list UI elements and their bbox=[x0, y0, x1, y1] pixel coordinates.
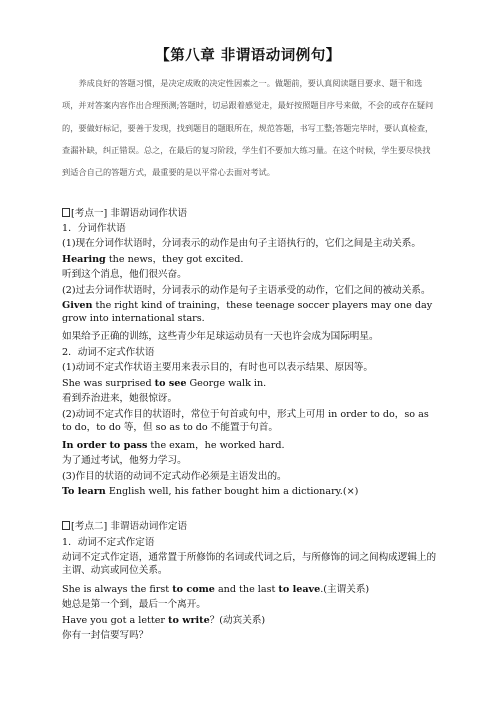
paragraph: (2)过去分词作状语时，分词表示的动作是句子主语承受的动作，它们之间的被动关系。 bbox=[62, 285, 431, 296]
example-translation: 你有一封信要写吗？ bbox=[62, 630, 149, 641]
chapter-title: 【第八章 非谓语动词例句】 bbox=[155, 48, 341, 64]
paragraph: (3)作目的状语的动词不定式动作必须是主语发出的。 bbox=[62, 471, 287, 482]
intro-paragraph: 养成良好的答题习惯，是决定成败的决定性因素之一。做题前，要认真阅读题目要求、题干和选项，并对答案内容作出合理预测;答题时，切忌跟着感觉走，最好按照题目序号来做，不会的或存在疑问的，要做好标记，要善于发现，找到题目的题眼所在，规范答题，书写工整;答题完毕时，要认真检查，查漏补缺，纠正错误。总之，在最后的复习阶段，学生们不要加大练习量。在这个时候，学生要尽快找到适合自己的答题方式，最重要的是以平常心去面对考试。 bbox=[62, 78, 434, 178]
example-sentence: She is always the first to come and the last to leave.(主谓关系) bbox=[62, 584, 370, 595]
example-translation: 为了通过考试，他努力学习。 bbox=[62, 455, 187, 466]
example-translation: 她总是第一个到，最后一个离开。 bbox=[62, 599, 206, 610]
checkbox-icon bbox=[62, 208, 70, 217]
paragraph: (2)动词不定式作目的状语时，常位于句首或句中，形式上可用 in order to do，so as to do，to do 等，但 so as to do 不能置于句首。 bbox=[62, 409, 429, 433]
subsection-title: 1．分词作状语 bbox=[62, 223, 126, 234]
paragraph: 动词不定式作定语，通常置于所修饰的名词或代词之后，与所修饰的词之间构成逻辑上的主谓、动宾或同位关系。 bbox=[62, 552, 437, 576]
example-sentence: Have you got a letter to write？(动宾关系) bbox=[62, 615, 266, 626]
example-sentence: In order to pass the exam，he worked hard. bbox=[62, 440, 285, 451]
example-translation: 看到乔治进来，她很惊讶。 bbox=[62, 393, 178, 404]
paragraph: (1)动词不定式作状语主要用来表示目的，有时也可以表示结果、原因等。 bbox=[62, 362, 373, 373]
paragraph: (1)现在分词作状语时，分词表示的动作是由句子主语执行的，它们之间是主动关系。 bbox=[62, 238, 421, 249]
example-sentence: Hearing the news，they got excited. bbox=[62, 254, 244, 265]
checkbox-icon bbox=[62, 521, 70, 530]
example-translation: 如果给予正确的训练，这些青少年足球运动员有一天也许会成为国际明星。 bbox=[62, 331, 379, 342]
section-heading-2: [考点二] 非谓语动词作定语 bbox=[62, 520, 440, 533]
example-sentence: To learn English well, his father bought him a dictionary.(×) bbox=[62, 486, 359, 497]
subsection-title: 2．动词不定式作状语 bbox=[62, 347, 155, 358]
section-heading-1: [考点一] 非谓语动词作状语 bbox=[62, 207, 440, 220]
subsection-title: 1．动词不定式作定语 bbox=[62, 537, 155, 548]
example-sentence: She was surprised to see George walk in. bbox=[62, 378, 267, 389]
example-translation: 听到这个消息，他们很兴奋。 bbox=[62, 269, 187, 280]
example-sentence: Given the right kind of training，these teenage soccer players may one day grow into international stars. bbox=[62, 300, 433, 324]
